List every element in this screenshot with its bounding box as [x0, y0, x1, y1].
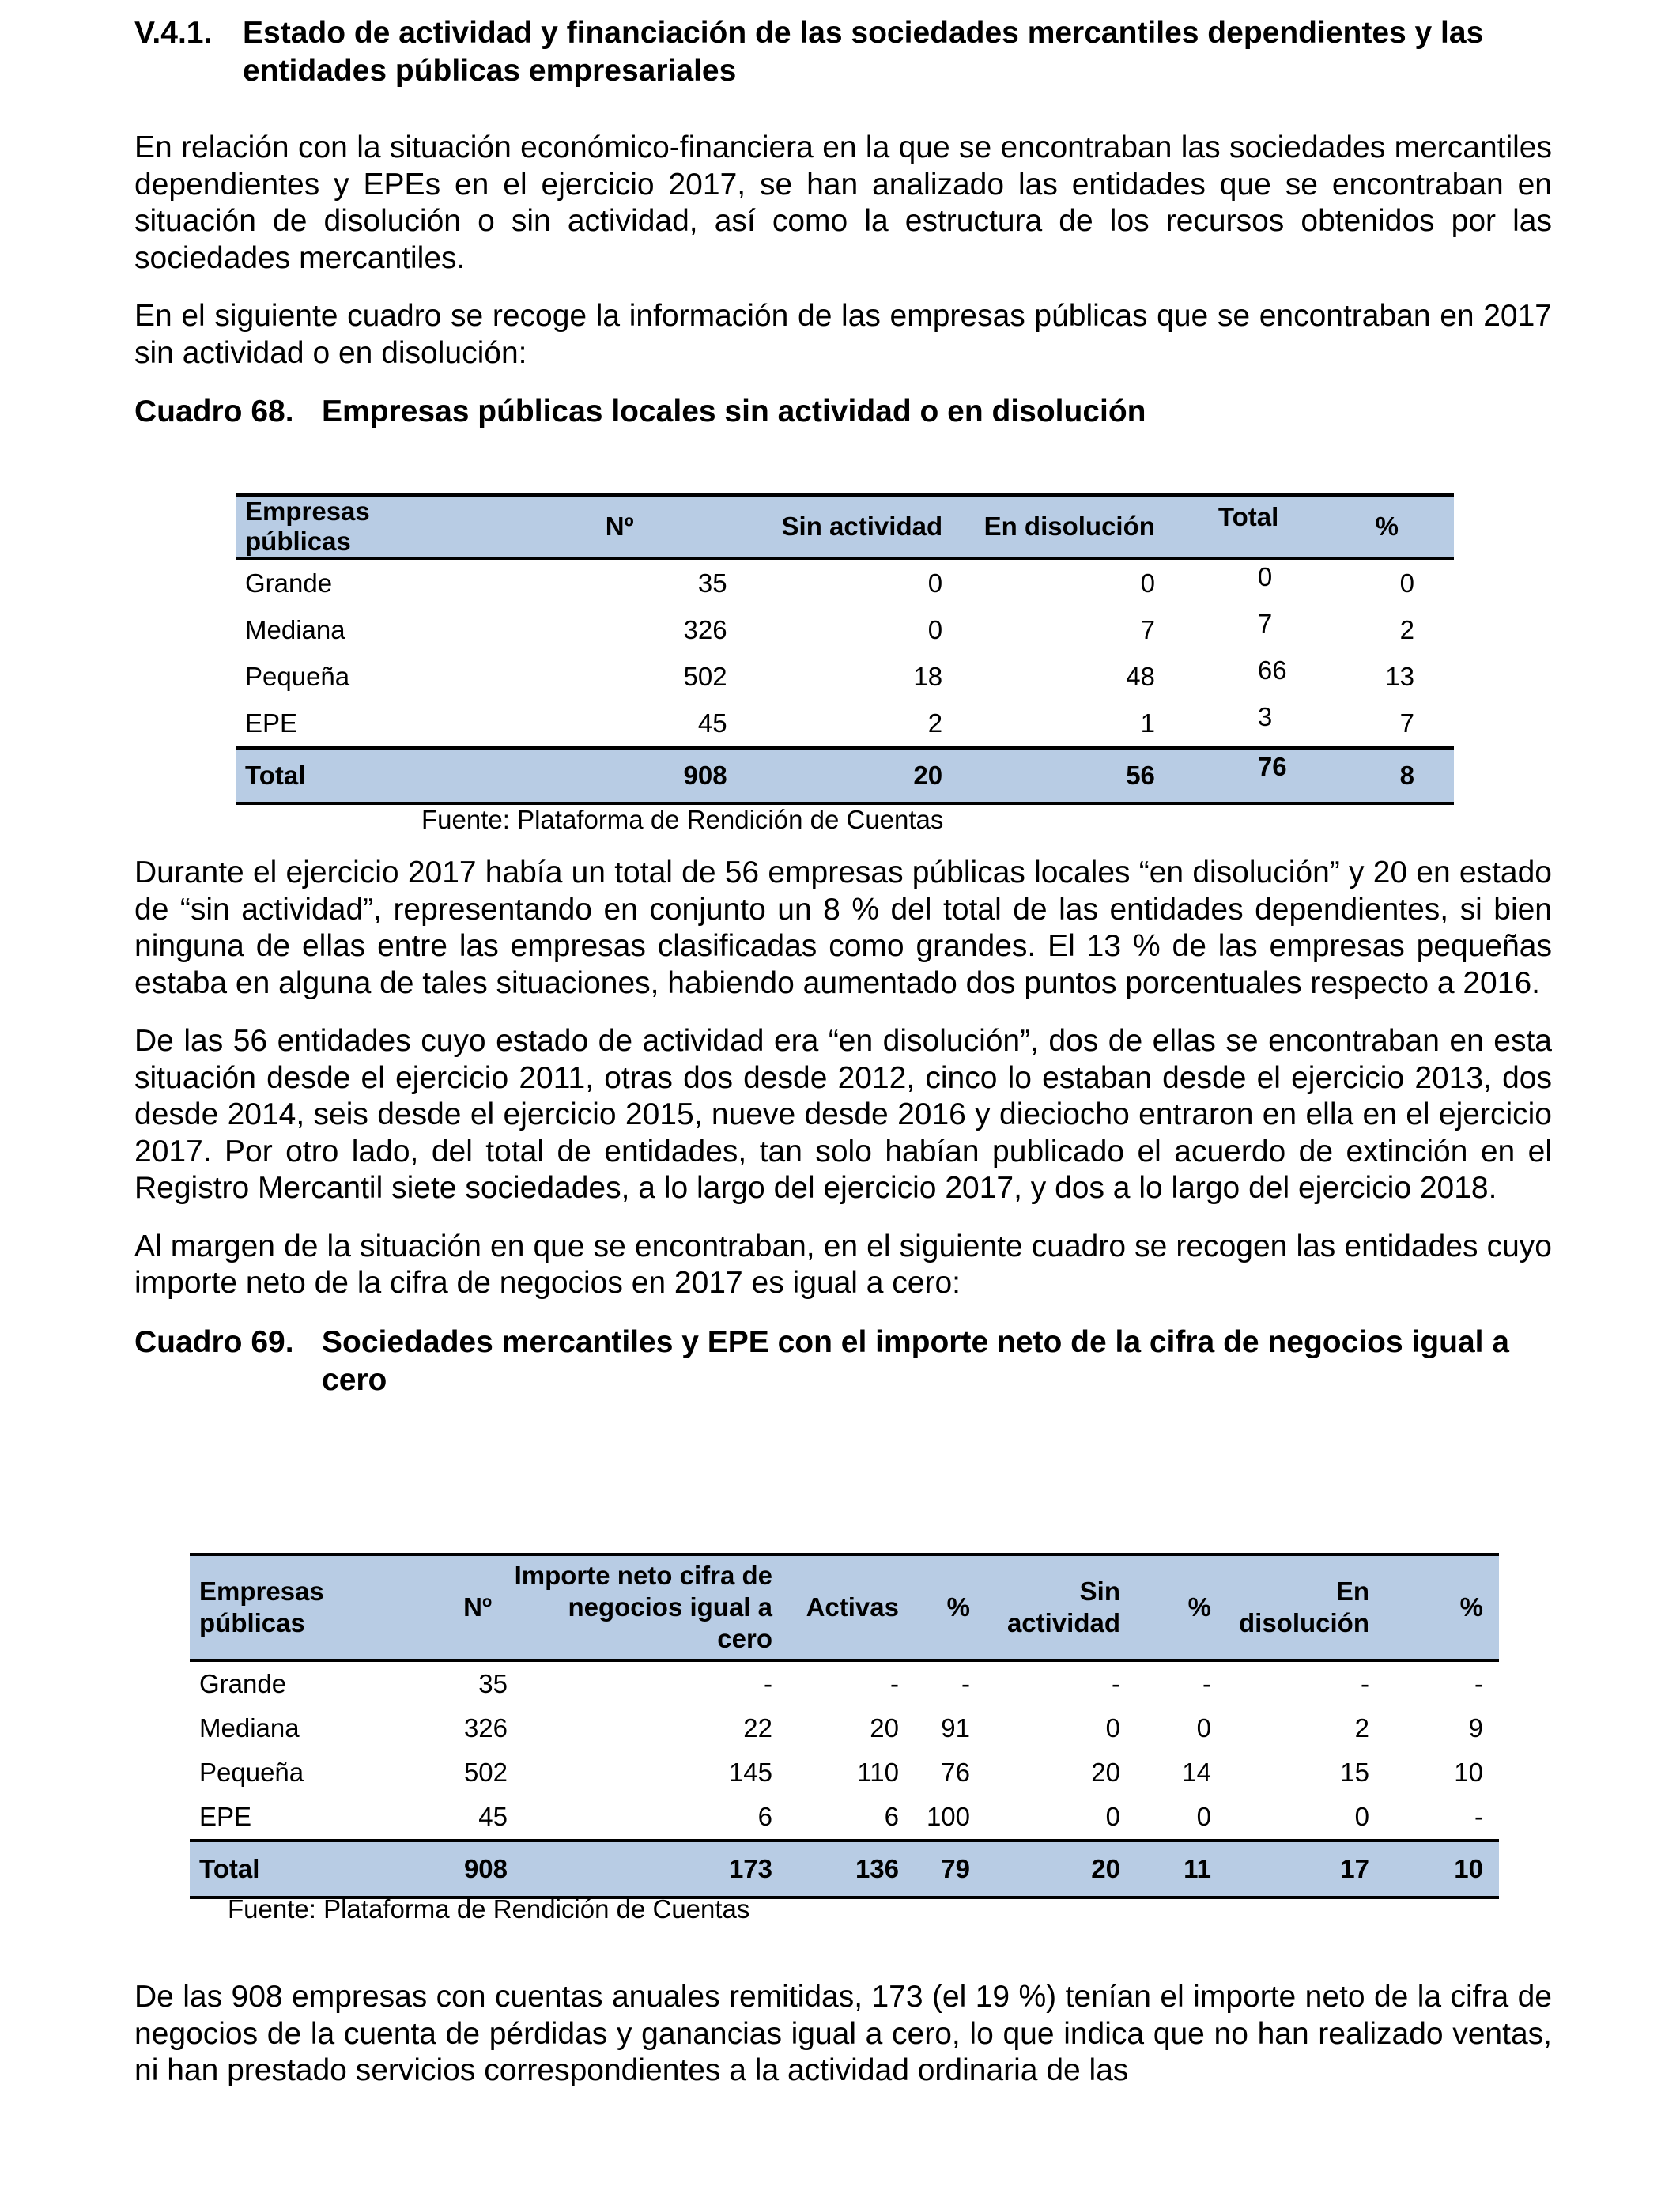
table69-caption-label: Cuadro 69. — [134, 1324, 294, 1359]
table68-header-row — [236, 495, 1454, 558]
section-title: Estado de actividad y financiación de las sociedades mercantiles dependientes y las entidades públicas empresariales — [243, 16, 1484, 88]
table69-cell: 22 — [743, 1713, 772, 1743]
table68-total-cell: 76 — [1155, 748, 1376, 803]
table69-cell: 0 — [1196, 1713, 1211, 1743]
header-line: % — [1187, 1592, 1211, 1622]
table69-header-cell — [1211, 1554, 1369, 1660]
table69-cell: 0 — [1105, 1713, 1120, 1743]
document-page-continued — [134, 855, 1552, 1399]
table68-cell: 1 — [1140, 708, 1155, 738]
document-page — [134, 14, 1552, 431]
header-line: negocios igual a cero — [568, 1592, 772, 1653]
header-line: % — [946, 1592, 970, 1622]
table68-cell: 48 — [1126, 661, 1155, 691]
table68-header-cell: Nº — [481, 495, 727, 558]
table68-total-cell: 908 — [481, 748, 727, 803]
paragraph-2: En el siguiente cuadro se recoge la información de las empresas públicas que se encontraban en 2017 sin actividad o en disolución: — [134, 299, 1552, 370]
table-row — [236, 558, 1454, 606]
table69-cell: 0 — [1105, 1802, 1120, 1831]
table68-cell: Mediana — [245, 614, 345, 644]
table69-header-row — [190, 1554, 1499, 1660]
table69-header-cell — [190, 1554, 357, 1660]
header-line: Importe neto cifra de — [514, 1561, 772, 1590]
table-row — [236, 700, 1454, 748]
table68-total-cell: 56 — [942, 748, 1155, 803]
table68-cell: 326 — [683, 614, 727, 644]
table69-total-cell: 79 — [899, 1841, 970, 1898]
table-row — [190, 1660, 1499, 1706]
section-number: V.4.1. — [134, 16, 213, 50]
table69-cell: 145 — [728, 1758, 772, 1787]
table69-cell: 35 — [478, 1669, 508, 1698]
table69-source: Fuente: Plataforma de Rendición de Cuentas — [228, 1894, 750, 1924]
table69-cell: - — [1474, 1802, 1483, 1831]
table68-cell: 13 — [1385, 661, 1414, 691]
table69-cell: 20 — [1091, 1758, 1120, 1787]
table68-cell: 3 — [1257, 702, 1273, 731]
table68-header-cell: % — [1376, 495, 1454, 558]
table68-cell: 66 — [1257, 655, 1287, 685]
table69-header-cell — [1369, 1554, 1499, 1660]
table-row — [236, 606, 1454, 653]
table69-cell: 14 — [1182, 1758, 1211, 1787]
table68-cell: 7 — [1399, 708, 1414, 738]
paragraph-1: En relación con la situación económico-financiera en la que se encontraban las sociedades mercantiles dependientes y EPEs en el ejercicio 2017, se han analizado las entidades que se encontraban en situación de disolución o sin actividad, así como la estructura de los recursos obtenidos por las sociedades mercantiles. — [134, 130, 1552, 275]
table69-cell: 76 — [941, 1758, 970, 1787]
table69-total-cell: 20 — [970, 1841, 1120, 1898]
table69-cell: 2 — [1354, 1713, 1369, 1743]
table69-cell: - — [890, 1669, 899, 1698]
header-line: Activas — [806, 1592, 899, 1622]
paragraph-4: De las 56 entidades cuyo estado de actividad era “en disolución”, dos de ellas se encontraban en esta situación desde el ejercicio 2011, otras dos desde 2012, cinco lo estaban desde el ejercicio 2013, dos desde 2014, seis desde el ejercicio 2015, nueve desde 2016 y dieciocho entraron en ella en el ejercicio 2017. Por otro lado, del total de entidades, tan solo habían publicado el acuerdo de extinción en el Registro Mercantil siete sociedades, a lo largo del ejercicio 2017, y dos a lo largo del ejercicio 2018. — [134, 1024, 1552, 1205]
table68-header-cell: Total — [1155, 495, 1376, 558]
table68-cell: 18 — [913, 661, 943, 691]
table69-cell: Pequeña — [199, 1758, 304, 1787]
table69-cell: 20 — [870, 1713, 899, 1743]
table68-cell: 2 — [1399, 614, 1414, 644]
header-line: % — [1459, 1592, 1483, 1622]
table69-cell: Grande — [199, 1669, 287, 1698]
table68-cell: 0 — [1140, 568, 1155, 598]
table68-cell: 45 — [697, 708, 727, 738]
table68-total-cell: 8 — [1376, 748, 1454, 803]
table68-cell: 2 — [927, 708, 943, 738]
table69-total-cell: 10 — [1369, 1841, 1499, 1898]
header-line: públicas — [199, 1608, 305, 1637]
header-line: Empresas — [199, 1577, 324, 1606]
table-row — [190, 1795, 1499, 1841]
table68-cell: Pequeña — [245, 661, 350, 691]
table69-cell: 326 — [463, 1713, 508, 1743]
table69-total-cell: 136 — [772, 1841, 899, 1898]
table68-cell: 7 — [1257, 609, 1273, 638]
table69-header-cell — [357, 1554, 508, 1660]
table68-cell: 502 — [683, 661, 727, 691]
header-line: disolución — [1239, 1608, 1369, 1637]
table69-cell: 6 — [884, 1802, 899, 1831]
table69-total-cell: 11 — [1120, 1841, 1211, 1898]
header-line: Sin — [1079, 1577, 1120, 1606]
table69-cell: 15 — [1340, 1758, 1369, 1787]
table-68 — [236, 493, 1454, 805]
table69-cell: 502 — [463, 1758, 508, 1787]
table69-cell: 100 — [926, 1802, 970, 1831]
header-line: Nº — [463, 1592, 492, 1622]
table69-cell: 6 — [757, 1802, 772, 1831]
table69-cell: 9 — [1468, 1713, 1483, 1743]
table69-caption-text: Sociedades mercantiles y EPE con el importe neto de la cifra de negocios igual a cero — [322, 1324, 1509, 1397]
table68-cell: 0 — [1257, 562, 1273, 591]
table-row — [236, 653, 1454, 700]
table69-cell: 91 — [941, 1713, 970, 1743]
table69-total-cell: 173 — [508, 1841, 772, 1898]
table68-cell: 0 — [927, 568, 943, 598]
table68-caption-label: Cuadro 68. — [134, 395, 294, 429]
table69-total-cell: Total — [190, 1841, 357, 1898]
header-line: actividad — [1006, 1608, 1120, 1637]
table68-total-row — [236, 748, 1454, 803]
table68-cell: 35 — [697, 568, 727, 598]
table69-cell: - — [1112, 1669, 1120, 1698]
table69-cell: 110 — [857, 1758, 899, 1787]
table69-header-cell — [772, 1554, 899, 1660]
table69-header-cell — [1120, 1554, 1211, 1660]
table68-total-cell: Total — [236, 748, 481, 803]
table68-header-cell: Sin actividad — [727, 495, 943, 558]
table68-cell: 0 — [927, 614, 943, 644]
table69-cell: EPE — [199, 1802, 252, 1831]
table69-total-row — [190, 1841, 1499, 1898]
table69-cell: 45 — [478, 1802, 508, 1831]
table69-caption — [134, 1324, 1552, 1399]
table69-total-cell: 908 — [357, 1841, 508, 1898]
table69-cell: - — [1202, 1669, 1211, 1698]
table69-cell: 0 — [1196, 1802, 1211, 1831]
table69-cell: 10 — [1454, 1758, 1483, 1787]
table69-cell: 0 — [1354, 1802, 1369, 1831]
table69-cell: - — [1361, 1669, 1369, 1698]
table68-cell: 7 — [1140, 614, 1155, 644]
table68-cell: 0 — [1399, 568, 1414, 598]
table-69 — [190, 1553, 1499, 1899]
table69-cell: - — [1474, 1669, 1483, 1698]
table68-cell: EPE — [245, 708, 298, 738]
paragraph-3: Durante el ejercicio 2017 había un total de 56 empresas públicas locales “en disolución” y 20 en estado de “sin actividad”, representando en conjunto un 8 % del total de las entidades dependientes, si bien ninguna de ellas entre las empresas clasificadas como grandes. El 13 % de las empresas pequeñas estaba en alguna de tales situaciones, habiendo aumentado dos puntos porcentuales respecto a 2016. — [134, 855, 1552, 1000]
table69-header-cell — [508, 1554, 772, 1660]
header-line: En — [1335, 1577, 1369, 1606]
table68-header-cell: En disolución — [942, 495, 1155, 558]
table68-caption — [134, 393, 1552, 431]
paragraph-6: De las 908 empresas con cuentas anuales remitidas, 173 (el 19 %) tenían el importe neto de la cifra de negocios de la cuenta de pérdidas y ganancias igual a cero, lo que indica que no han realizado ventas, ni han prestado servicios correspondientes a la actividad ordinaria de las — [134, 1980, 1552, 2087]
table69-cell: - — [764, 1669, 772, 1698]
document-page-end — [134, 1979, 1552, 2090]
table69-cell: Mediana — [199, 1713, 300, 1743]
section-heading — [134, 14, 1552, 90]
paragraph-5: Al margen de la situación en que se encontraban, en el siguiente cuadro se recogen las entidades cuyo importe neto de la cifra de negocios en 2017 es igual a cero: — [134, 1229, 1552, 1300]
table69-header-cell — [899, 1554, 970, 1660]
table-row — [190, 1750, 1499, 1795]
table69-header-cell — [970, 1554, 1120, 1660]
table69-cell: - — [961, 1669, 970, 1698]
table68-header-cell: Empresas públicas — [236, 495, 481, 558]
table-row — [190, 1706, 1499, 1750]
table68-caption-text: Empresas públicas locales sin actividad o en disolución — [322, 395, 1146, 429]
table68-total-cell: 20 — [727, 748, 943, 803]
table68-source: Fuente: Plataforma de Rendición de Cuentas — [421, 805, 944, 834]
table68-cell: Grande — [245, 568, 333, 598]
table69-total-cell: 17 — [1211, 1841, 1369, 1898]
